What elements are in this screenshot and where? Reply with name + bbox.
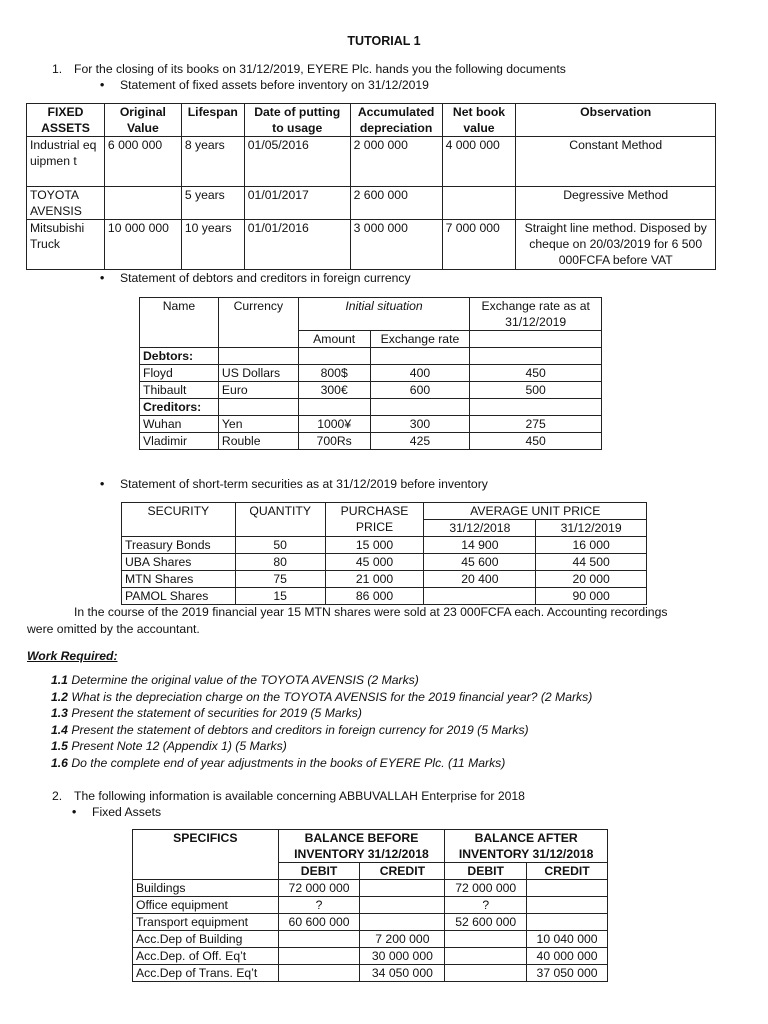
table-cell: Acc.Dep of Trans. Eq’t xyxy=(133,965,279,982)
page-title: TUTORIAL 1 xyxy=(347,34,421,48)
col-currency: Currency xyxy=(218,298,298,331)
question-number: 1.3 xyxy=(51,706,68,720)
table-cell: 60 600 000 xyxy=(278,914,360,931)
table-cell: PAMOL Shares xyxy=(122,588,236,605)
table-cell: 86 000 xyxy=(325,588,424,605)
table-cell: 450 xyxy=(470,365,602,382)
question-text: Determine the original value of the TOYOTA AVENSIS (2 Marks) xyxy=(71,673,419,687)
table-cell: Wuhan xyxy=(140,416,219,433)
col-fixed-assets: FIXED ASSETS xyxy=(27,104,105,137)
balance-header-row xyxy=(133,830,608,863)
table-cell: Industrial equipmen t xyxy=(27,137,105,187)
col-security: SECURITY xyxy=(122,503,236,520)
table-cell xyxy=(442,187,516,220)
table-cell: 10 years xyxy=(181,220,244,270)
table-cell: Thibault xyxy=(140,382,219,399)
col-balance-after: BALANCE AFTER INVENTORY 31/12/2018 xyxy=(445,830,608,863)
table-cell xyxy=(360,897,445,914)
question-1-3 xyxy=(51,705,362,721)
table-cell xyxy=(360,914,445,931)
table-cell: 400 xyxy=(370,365,470,382)
col-2018: 31/12/2018 xyxy=(424,520,536,537)
table-cell xyxy=(527,914,608,931)
table-cell: Rouble xyxy=(218,433,298,450)
table-row xyxy=(122,554,647,571)
debtors-section-row xyxy=(140,348,602,365)
table-cell: UBA Shares xyxy=(122,554,236,571)
table-cell xyxy=(370,399,470,416)
table-cell: 15 xyxy=(235,588,325,605)
table-cell: 01/01/2017 xyxy=(244,187,350,220)
table-cell xyxy=(470,331,602,348)
table-cell xyxy=(424,588,536,605)
col-original-value: Original Value xyxy=(104,104,181,137)
table-cell: 45 600 xyxy=(424,554,536,571)
table-cell: 50 xyxy=(235,537,325,554)
table-cell: 3 000 000 xyxy=(350,220,442,270)
col-lifespan: Lifespan xyxy=(181,104,244,137)
col-debit-after: DEBIT xyxy=(445,863,527,880)
table-row xyxy=(27,220,716,270)
question-1-1 xyxy=(51,672,419,688)
q1-note-line-1: In the course of the 2019 financial year 15 MTN shares were sold at 23 000FCFA each. Accounting recordings xyxy=(74,605,668,619)
table-cell: 14 900 xyxy=(424,537,536,554)
table-row xyxy=(27,187,716,220)
creditors-label: Creditors: xyxy=(140,399,219,416)
table-cell: Buildings xyxy=(133,880,279,897)
col-debit-before: DEBIT xyxy=(278,863,360,880)
fixed-assets-table xyxy=(26,103,716,270)
col-amount: Amount xyxy=(298,331,370,348)
table-row xyxy=(133,880,608,897)
table-cell: 700Rs xyxy=(298,433,370,450)
col-credit-after: CREDIT xyxy=(527,863,608,880)
col-accumulated-depreciation: Accumulated depreciation xyxy=(350,104,442,137)
table-row xyxy=(122,537,647,554)
table-cell: ? xyxy=(445,897,527,914)
table-cell: 10 040 000 xyxy=(527,931,608,948)
table-cell: 600 xyxy=(370,382,470,399)
col-rate-at-year-end: Exchange rate as at 31/12/2019 xyxy=(470,298,602,331)
table-row xyxy=(140,416,602,433)
table-cell: 4 000 000 xyxy=(442,137,516,187)
table-cell: Constant Method xyxy=(516,137,716,187)
table-cell xyxy=(527,880,608,897)
table-cell xyxy=(360,880,445,897)
balance-table xyxy=(132,829,608,982)
table-cell: 20 400 xyxy=(424,571,536,588)
q2-intro: The following information is available concerning ABBUVALLAH Enterprise for 2018 xyxy=(74,789,525,803)
table-cell: Yen xyxy=(218,416,298,433)
creditors-section-row xyxy=(140,399,602,416)
table-cell xyxy=(470,399,602,416)
table-cell xyxy=(218,348,298,365)
table-cell xyxy=(218,331,298,348)
table-row xyxy=(140,433,602,450)
table-row xyxy=(27,137,716,187)
table-cell: 20 000 xyxy=(536,571,647,588)
question-1-4 xyxy=(51,722,529,738)
table-row xyxy=(133,897,608,914)
col-date-of-use: Date of putting to usage xyxy=(244,104,350,137)
table-cell: 8 years xyxy=(181,137,244,187)
debtors-header-row xyxy=(140,298,602,331)
table-cell: TOYOTA AVENSIS xyxy=(27,187,105,220)
table-cell: US Dollars xyxy=(218,365,298,382)
table-cell xyxy=(140,331,219,348)
debtors-subheader-row xyxy=(140,331,602,348)
table-cell xyxy=(278,931,360,948)
table-cell: Acc.Dep of Building xyxy=(133,931,279,948)
q2-bullet-fixed-assets: • Fixed Assets xyxy=(92,804,161,820)
col-average-unit-price: AVERAGE UNIT PRICE xyxy=(424,503,647,520)
question-text: Present the statement of debtors and creditors in foreign currency for 2019 (5 Marks) xyxy=(71,723,529,737)
table-cell: Acc.Dep. of Off. Eq’t xyxy=(133,948,279,965)
table-cell: 01/01/2016 xyxy=(244,220,350,270)
table-cell: Treasury Bonds xyxy=(122,537,236,554)
table-cell xyxy=(298,348,370,365)
table-cell: Office equipment xyxy=(133,897,279,914)
table-cell: 52 600 000 xyxy=(445,914,527,931)
col-observation: Observation xyxy=(516,104,716,137)
col-exchange-rate: Exchange rate xyxy=(370,331,470,348)
table-cell xyxy=(278,965,360,982)
table-cell: 75 xyxy=(235,571,325,588)
table-cell xyxy=(470,348,602,365)
col-credit-before: CREDIT xyxy=(360,863,445,880)
table-cell: 425 xyxy=(370,433,470,450)
question-1-2 xyxy=(51,689,592,705)
table-cell xyxy=(122,520,236,537)
table-cell: MTN Shares xyxy=(122,571,236,588)
table-cell: 21 000 xyxy=(325,571,424,588)
table-cell: 500 xyxy=(470,382,602,399)
table-row xyxy=(133,931,608,948)
col-net-book-value: Net book value xyxy=(442,104,516,137)
question-text: Do the complete end of year adjustments in the books of EYERE Plc. (11 Marks) xyxy=(71,756,506,770)
q1-number: 1. xyxy=(52,62,63,76)
table-cell: Euro xyxy=(218,382,298,399)
table-cell: 2 600 000 xyxy=(350,187,442,220)
securities-table xyxy=(121,502,647,605)
table-cell: 10 000 000 xyxy=(104,220,181,270)
work-required-heading: Work Required: xyxy=(27,649,118,663)
table-cell xyxy=(370,348,470,365)
table-cell xyxy=(298,399,370,416)
table-cell: Floyd xyxy=(140,365,219,382)
debtors-label: Debtors: xyxy=(140,348,219,365)
table-cell: 6 000 000 xyxy=(104,137,181,187)
question-number: 1.2 xyxy=(51,690,68,704)
question-number: 1.6 xyxy=(51,756,68,770)
table-cell: Mitsubishi Truck xyxy=(27,220,105,270)
col-quantity: QUANTITY xyxy=(235,503,325,520)
table-cell xyxy=(235,520,325,537)
table-cell: 1000¥ xyxy=(298,416,370,433)
question-text: Present the statement of securities for 2019 (5 Marks) xyxy=(71,706,362,720)
col-specifics: SPECIFICS xyxy=(133,830,279,880)
table-cell: 37 050 000 xyxy=(527,965,608,982)
col-name: Name xyxy=(140,298,219,331)
table-cell: 45 000 xyxy=(325,554,424,571)
question-text: Present Note 12 (Appendix 1) (5 Marks) xyxy=(71,739,287,753)
table-cell: 300€ xyxy=(298,382,370,399)
table-cell: 72 000 000 xyxy=(278,880,360,897)
table-cell: 275 xyxy=(470,416,602,433)
table-cell: Degressive Method xyxy=(516,187,716,220)
question-1-5 xyxy=(51,738,287,754)
table-cell: Vladimir xyxy=(140,433,219,450)
table-row xyxy=(122,588,647,605)
table-cell: 800$ xyxy=(298,365,370,382)
table-cell xyxy=(104,187,181,220)
table-cell: 30 000 000 xyxy=(360,948,445,965)
question-text: What is the depreciation charge on the TOYOTA AVENSIS for the 2019 financial year? (2 Marks) xyxy=(71,690,593,704)
table-cell: 80 xyxy=(235,554,325,571)
question-number: 1.1 xyxy=(51,673,68,687)
table-cell: 15 000 xyxy=(325,537,424,554)
col-initial-situation: Initial situation xyxy=(298,298,470,331)
table-cell: 7 200 000 xyxy=(360,931,445,948)
table-cell: 5 years xyxy=(181,187,244,220)
table-cell xyxy=(278,948,360,965)
table-cell: 34 050 000 xyxy=(360,965,445,982)
question-number: 1.4 xyxy=(51,723,68,737)
q1-bullet-debtors: • Statement of debtors and creditors in foreign currency xyxy=(120,270,411,286)
table-cell: 300 xyxy=(370,416,470,433)
table-cell: 40 000 000 xyxy=(527,948,608,965)
table-cell: ? xyxy=(278,897,360,914)
table-row xyxy=(140,382,602,399)
table-cell: Transport equipment xyxy=(133,914,279,931)
col-2019: 31/12/2019 xyxy=(536,520,647,537)
table-cell: 16 000 xyxy=(536,537,647,554)
table-cell: Straight line method. Disposed by cheque on 20/03/2019 for 6 500 000FCFA before VAT xyxy=(516,220,716,270)
debtors-creditors-table xyxy=(139,297,602,450)
table-row xyxy=(140,365,602,382)
q1-bullet-fixed-assets: • Statement of fixed assets before inventory on 31/12/2019 xyxy=(120,77,429,93)
q1-intro: For the closing of its books on 31/12/2019, EYERE Plc. hands you the following documents xyxy=(74,62,566,76)
table-row xyxy=(122,571,647,588)
table-cell xyxy=(445,965,527,982)
table-cell: 72 000 000 xyxy=(445,880,527,897)
table-row xyxy=(133,965,608,982)
table-cell xyxy=(445,948,527,965)
table-cell: 90 000 xyxy=(536,588,647,605)
question-1-6 xyxy=(51,755,505,771)
table-row xyxy=(133,948,608,965)
table-row xyxy=(133,914,608,931)
q1-bullet-securities: • Statement of short-term securities as at 31/12/2019 before inventory xyxy=(120,476,488,492)
table-cell: 450 xyxy=(470,433,602,450)
fixed-assets-header-row xyxy=(27,104,716,137)
table-cell xyxy=(527,897,608,914)
table-cell: 44 500 xyxy=(536,554,647,571)
q2-number: 2. xyxy=(52,789,63,803)
q1-note-line-2: were omitted by the accountant. xyxy=(27,622,200,636)
securities-header-row xyxy=(122,503,647,520)
col-purchase-price: PURCHASE PRICE xyxy=(325,503,424,537)
question-number: 1.5 xyxy=(51,739,68,753)
table-cell xyxy=(445,931,527,948)
col-balance-before: BALANCE BEFORE INVENTORY 31/12/2018 xyxy=(278,830,445,863)
table-cell: 2 000 000 xyxy=(350,137,442,187)
table-cell: 01/05/2016 xyxy=(244,137,350,187)
table-cell: 7 000 000 xyxy=(442,220,516,270)
table-cell xyxy=(218,399,298,416)
